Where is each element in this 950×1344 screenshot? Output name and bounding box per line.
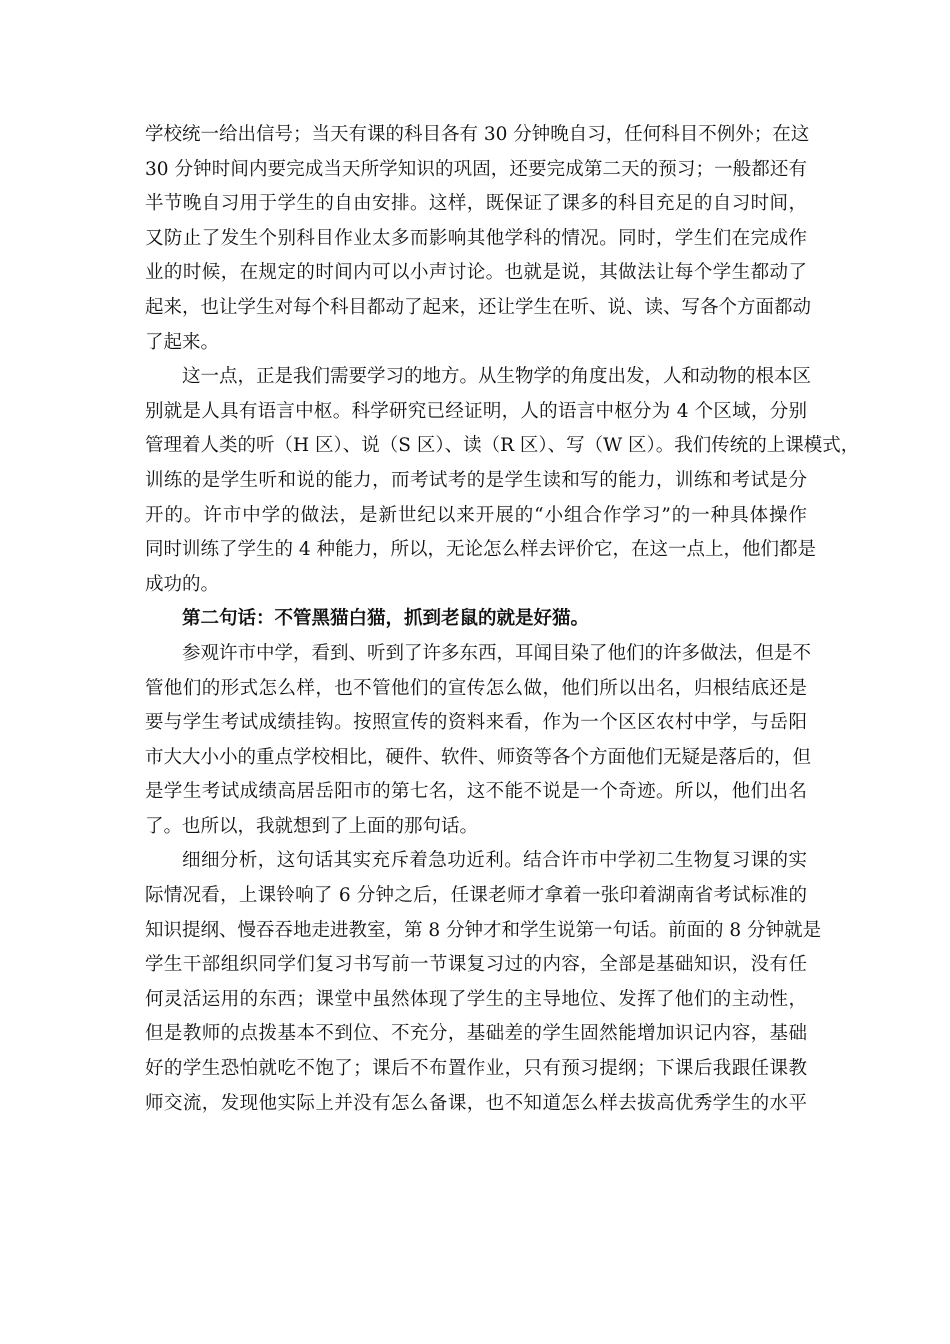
text-line: 30 分钟时间内要完成当天所学知识的巩固，还要完成第二天的预习；一般都还有 [145, 158, 807, 180]
text-line: 训练的是学生听和说的能力，而考试考的是学生读和写的能力，训练和考试是分 [145, 469, 807, 491]
paragraph-language-center [145, 360, 860, 602]
text-line: 学生干部组织同学们复习书写前一节课复习过的内容，全部是基础知识，没有任 [145, 954, 807, 976]
text-line: 管他们的形式怎么样，也不管他们的宣传怎么做，他们所以出名，归根结底还是 [145, 677, 807, 699]
text-line: 参观许市中学，看到、听到了许多东西，耳闻目染了他们的许多做法，但是不 [182, 642, 812, 664]
text-line: 了起来。 [145, 331, 220, 353]
text-line: 细细分析，这句话其实充斥着急功近利。结合许市中学初二生物复习课的实 [182, 850, 807, 872]
document-body [145, 118, 860, 1121]
text-line: 是学生考试成绩高居岳阳市的第七名，这不能不说是一个奇迹。所以，他们出名 [145, 781, 807, 803]
text-line: 业的时候，在规定的时间内可以小声讨论。也就是说，其做法让每个学生都动了 [145, 262, 807, 284]
section-heading [145, 602, 807, 637]
text-line: 知识提纲、慢吞吞地走进教室，第 8 分钟才和学生说第一句话。前面的 8 分钟就是 [145, 919, 822, 941]
text-line: 要与学生考试成绩挂钩。按照宣传的资料来看，作为一个区区农村中学，与岳阳 [145, 712, 807, 734]
text-line: 开的。许市中学的做法，是新世纪以来开展的“小组合作学习”的一种具体操作 [145, 504, 807, 526]
paragraph-analysis [145, 844, 822, 1121]
paragraph-visit [145, 637, 812, 845]
paragraph-continuation [145, 118, 812, 360]
text-line: 这一点，正是我们需要学习的地方。从生物学的角度出发，人和动物的根本区 [182, 366, 812, 388]
text-line: 别就是人具有语言中枢。科学研究已经证明，人的语言中枢分为 4 个区域，分别 [145, 400, 807, 422]
text-line: 师交流，发现他实际上并没有怎么备课，也不知道怎么样去拔高优秀学生的水平 [145, 1092, 807, 1114]
heading-text: 第二句话：不管黑猫白猫，抓到老鼠的就是好猫。 [182, 608, 590, 630]
text-line: 市大大小小的重点学校相比，硬件、软件、师资等各个方面他们无疑是落后的，但 [145, 746, 812, 768]
text-line: 好的学生恐怕就吃不饱了；课后不布置作业，只有预习提纲；下课后我跟任课教 [145, 1058, 807, 1080]
text-line: 何灵活运用的东西；课堂中虽然体现了学生的主导地位、发挥了他们的主动性， [145, 988, 807, 1010]
text-line: 半节晚自习用于学生的自由安排。这样，既保证了课多的科目充足的自习时间， [145, 193, 807, 215]
text-line: 管理着人类的听（H 区）、说（S 区）、读（R 区）、写（W 区）。我们传统的上课模式， [145, 435, 860, 457]
text-line: 际情况看，上课铃响了 6 分钟之后，任课老师才拿着一张印着湖南省考试标准的 [145, 885, 807, 907]
text-line: 又防止了发生个别科目作业太多而影响其他学科的情况。同时，学生们在完成作 [145, 227, 807, 249]
text-line: 了。也所以，我就想到了上面的那句话。 [145, 815, 479, 837]
text-line: 同时训练了学生的 4 种能力，所以，无论怎么样去评价它，在这一点上，他们都是 [145, 539, 817, 561]
text-line: 但是教师的点拨基本不到位、不充分，基础差的学生固然能增加识记内容，基础 [145, 1023, 807, 1045]
text-line: 学校统一给出信号；当天有课的科目各有 30 分钟晚自习，任何科目不例外；在这 [145, 124, 810, 145]
text-line: 成功的。 [145, 573, 220, 595]
text-line: 起来，也让学生对每个科目都动了起来，还让学生在听、说、读、写各个方面都动 [145, 296, 812, 318]
